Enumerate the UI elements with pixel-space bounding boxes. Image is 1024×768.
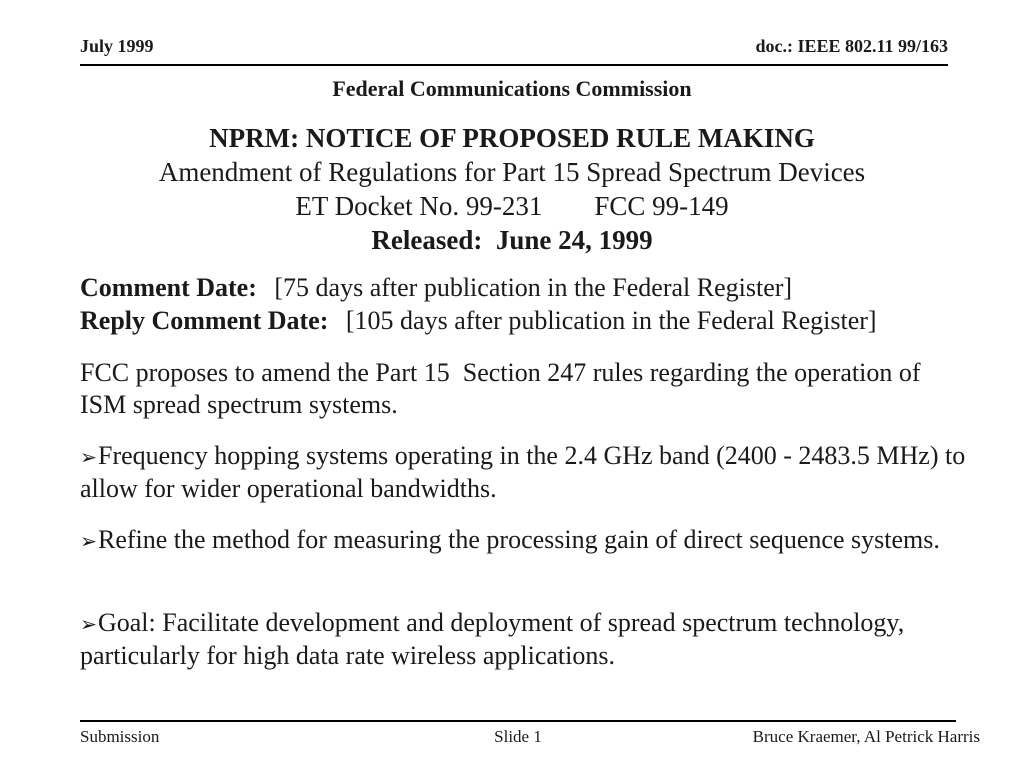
organization-title: Federal Communications Commission xyxy=(332,76,692,101)
slide-footer xyxy=(80,727,980,749)
title-block xyxy=(0,121,1024,257)
arrowhead-bullet-icon: ➢ xyxy=(80,445,97,469)
bullet-item xyxy=(80,440,970,505)
slide-header xyxy=(80,36,948,66)
docket-line xyxy=(0,189,1024,223)
comment-date-line xyxy=(80,271,877,304)
comment-date-label: Comment Date: xyxy=(80,273,257,302)
fcc-number: FCC 99-149 xyxy=(594,191,729,221)
arrowhead-bullet-icon: ➢ xyxy=(80,529,97,553)
header-date: July 1999 xyxy=(80,36,154,56)
reply-comment-date-value: [105 days after publication in the Federal Register] xyxy=(345,306,877,335)
bullet-item xyxy=(80,524,970,557)
comment-date-value: [75 days after publication in the Federal Register] xyxy=(274,273,793,302)
title-line-amendment: Amendment of Regulations for Part 15 Spread Spectrum Devices xyxy=(158,157,866,187)
released-date: Released: June 24, 1999 xyxy=(371,225,653,255)
bullet-text: Goal: Facilitate development and deployment of spread spectrum technology, particularly for high data rate wireless applications. xyxy=(80,608,905,670)
reply-comment-date-line xyxy=(80,304,877,337)
arrowhead-bullet-icon: ➢ xyxy=(80,612,97,636)
comment-dates-block xyxy=(80,271,877,337)
footer-slide-number: Slide 1 xyxy=(494,727,542,746)
intro-paragraph: FCC proposes to amend the Part 15 Section 247 rules regarding the operation of ISM spread spectrum systems. xyxy=(80,358,921,419)
title-line-nprm: NPRM: NOTICE OF PROPOSED RULE MAKING xyxy=(209,123,815,153)
reply-comment-date-label: Reply Comment Date: xyxy=(80,306,329,335)
bullet-text: Frequency hopping systems operating in the 2.4 GHz band (2400 - 2483.5 MHz) to allow for wider operational bandwidths. xyxy=(80,441,966,503)
bullet-text: Refine the method for measuring the processing gain of direct sequence systems. xyxy=(97,525,940,554)
header-doc-number: doc.: IEEE 802.11 99/163 xyxy=(755,36,948,56)
footer-submission-label: Submission xyxy=(80,727,160,746)
bullet-item xyxy=(80,607,970,672)
docket-number: ET Docket No. 99-231 xyxy=(295,191,543,221)
footer-authors: Bruce Kraemer, Al Petrick Harris xyxy=(752,727,980,746)
footer-divider xyxy=(80,720,956,722)
